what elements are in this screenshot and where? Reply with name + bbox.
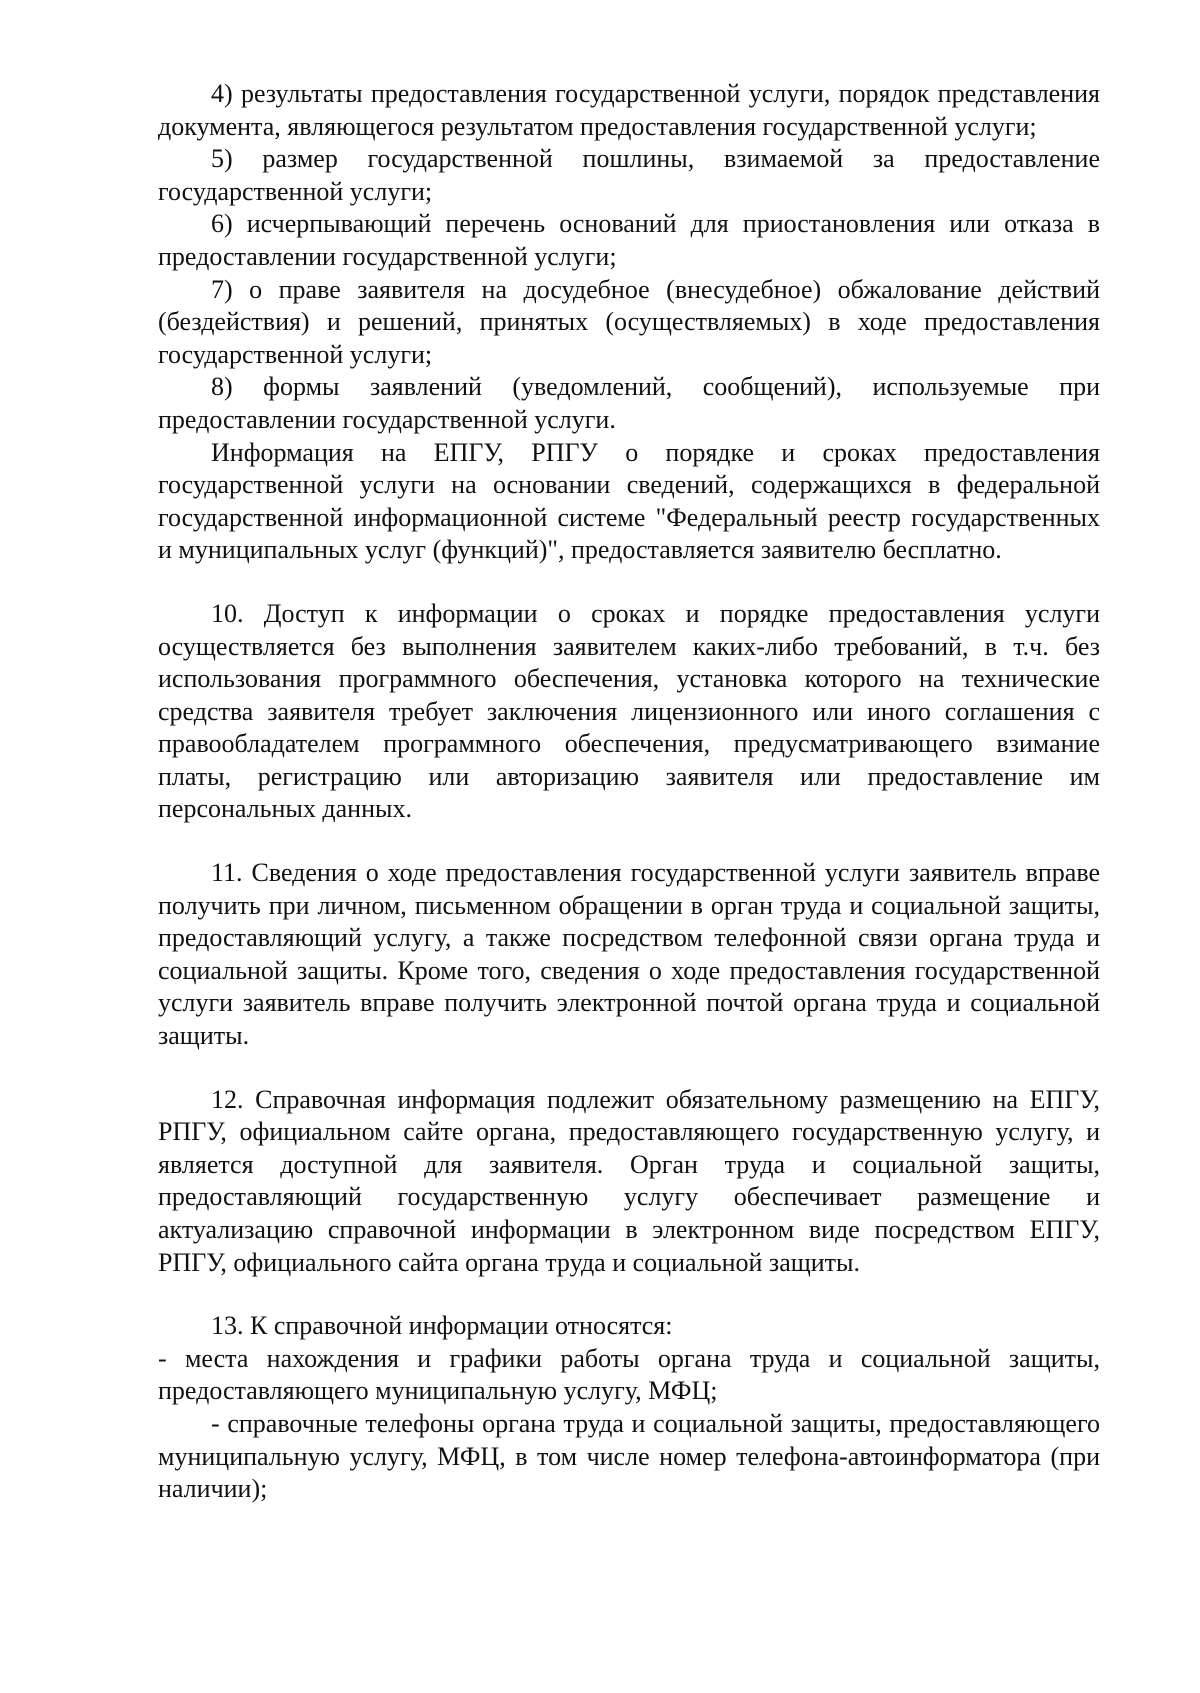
list-item-4: 4) результаты предоставления государственной услуги, порядок представления документа, являющегося результатом предоставления государственной услуги; [158,79,1100,141]
list-item-7: 7) о праве заявителя на досудебное (внесудебное) обжалование действий (бездействия) и решений, принятых (осуществляемых) в ходе предоставления государственной услуги; [158,274,1100,369]
reference-item-phones: - справочные телефоны органа труда и социальной защиты, предоставляющего муниципальную услугу, МФЦ, в том числе номер телефона-автоинформатора (при наличии); [158,1408,1100,1504]
list-item-8: 8) формы заявлений (уведомлений, сообщений), используемые при предоставлении государственной услуги. [158,372,1100,434]
section-13-heading: 13. К справочной информации относятся: [211,1311,673,1341]
list-item-5: 5) размер государственной пошлины, взимаемой за предоставление государственной услуги; [158,144,1100,206]
list-item-6: 6) исчерпывающий перечень оснований для приостановления или отказа в предоставлении государственной услуги; [158,209,1100,271]
section-10-paragraph: 10. Доступ к информации о сроках и порядке предоставления услуги осуществляется без выполнения заявителем каких-либо требований, в т.ч. без использования программного обеспечения, установка которого на технические средства заявителя требует заключения лицензионного или иного соглашения с правообладателем программного обеспечения, предусматривающего взимание платы, регистрацию или авторизацию заявителя или предоставление им персональных данных. [158,598,1100,824]
info-paragraph: Информация на ЕПГУ, РПГУ о порядке и сроках предоставления государственной услуги на основании сведений, содержащихся в федеральной государственной информационной системе "Федеральный реестр государственных и муниципальных услуг (функций)", предоставляется заявителю бесплатно. [158,437,1100,565]
document-page [158,78,1100,1506]
reference-item-locations: - места нахождения и графики работы органа труда и социальной защиты, предоставляющего муниципальную услугу, МФЦ; [158,1343,1100,1406]
section-11-paragraph: 11. Сведения о ходе предоставления государственной услуги заявитель вправе получить при личном, письменном обращении в орган труда и социальной защиты, предоставляющий услугу, а также посредством телефонной связи органа труда и социальной защиты. Кроме того, сведения о ходе предоставления государственной услуги заявитель вправе получить электронной почтой органа труда и социальной защиты. [158,858,1100,1051]
section-12-paragraph: 12. Справочная информация подлежит обязательному размещению на ЕПГУ, РПГУ, официальном сайте органа, предоставляющего государственную услугу, и является доступной для заявителя. Орган труда и социальной защиты, предоставляющий государственную услугу обеспечивает размещение и актуализацию справочной информации в электронном виде посредством ЕПГУ, РПГУ, официального сайта органа труда и социальной защиты. [158,1084,1100,1277]
